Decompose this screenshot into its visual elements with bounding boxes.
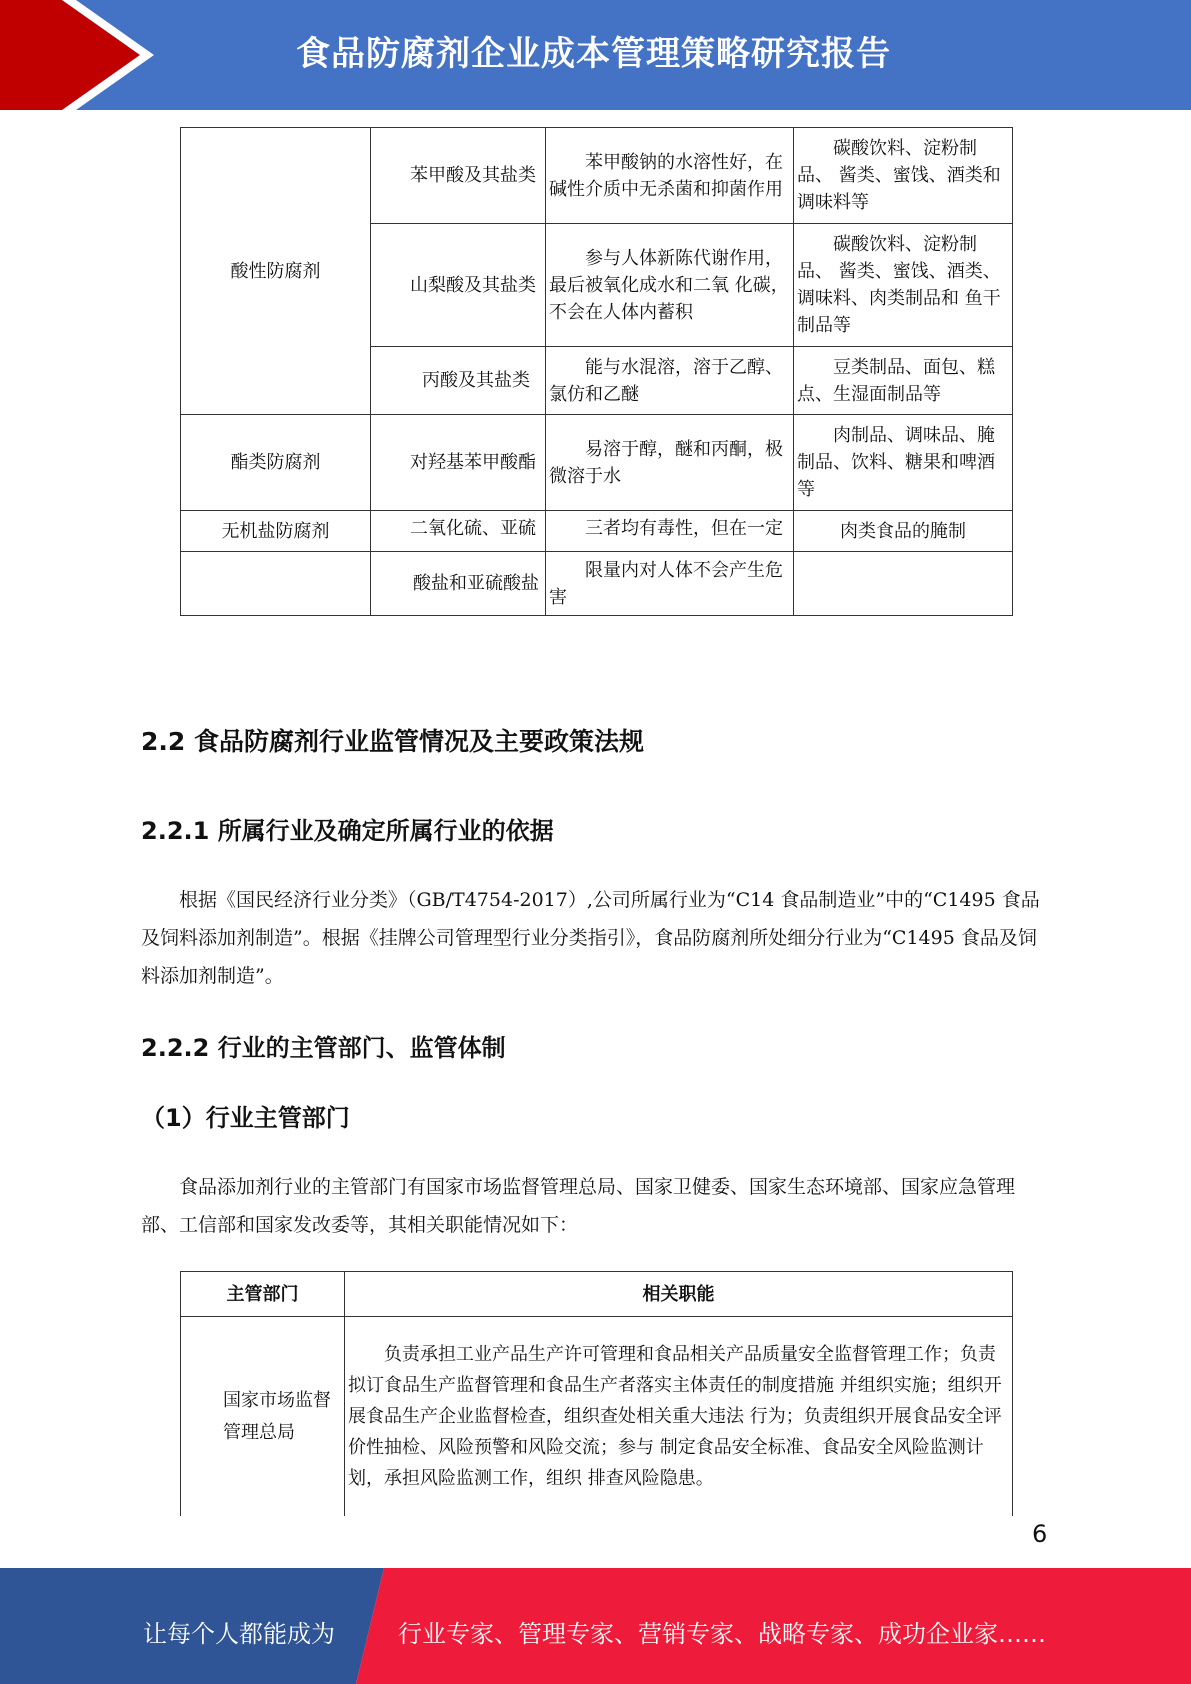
header-dept: 主管部门	[181, 1272, 345, 1317]
table-row	[181, 128, 1013, 224]
table-row	[181, 552, 1013, 616]
property-cell: 能与水混溶，溶于乙醇、氯仿和乙醚	[546, 347, 794, 415]
section-heading-2-2-2: 2.2.2 行业的主管部门、监管体制	[141, 1034, 506, 1062]
header-arrow-decoration	[0, 0, 160, 110]
property-cell: 参与人体新陈代谢作用， 最后被氧化成水和二氧 化碳，不会在人体内蓄积	[546, 224, 794, 347]
name-cell: 山梨酸及其盐类	[371, 224, 546, 347]
usage-cell: 肉制品、调味品、腌 制品、饮料、糖果和啤酒等	[794, 415, 1013, 511]
duty-cell: 负责承担工业产品生产许可管理和食品相关产品质量安全监督管理工作；负责拟订食品生产监督管理和食品生产者落实主体责任的制度措施 并组织实施；组织开展食品生产企业监督检查，组织查处相关重大违法 行为；负责组织开展食品安全评价性抽检、风险预警和风险交流；参与 制定食品安全标准、食品安全风险监测计划，承担风险监测工作，组织 排查风险隐患。	[345, 1317, 1013, 1517]
table-row	[181, 415, 1013, 511]
property-cell: 三者均有毒性，但在一定	[546, 511, 794, 552]
header-banner	[0, 0, 1191, 110]
category-cell: 酯类防腐剂	[181, 415, 371, 511]
property-cell: 易溶于醇，醚和丙酮，极 微溶于水	[546, 415, 794, 511]
name-cell: 二氧化硫、亚硫	[371, 511, 546, 552]
usage-cell: 肉类食品的腌制	[794, 511, 1013, 552]
property-cell: 限量内对人体不会产生危害	[546, 552, 794, 616]
table-row	[181, 511, 1013, 552]
dept-cell: 国家市场监督管理总局	[181, 1317, 345, 1517]
page-number: 6	[1032, 1520, 1048, 1548]
name-cell: 对羟基苯甲酸酯	[371, 415, 546, 511]
authority-paragraph: 食品添加剂行业的主管部门有国家市场监督管理总局、国家卫健委、国家生态环境部、国家应急管理部、工信部和国家发改委等，其相关职能情况如下：	[141, 1176, 1016, 1236]
usage-cell	[794, 552, 1013, 616]
footer-slogan-left: 让每个人都能成为	[143, 1620, 335, 1648]
usage-cell: 豆类制品、面包、糕 点、生湿面制品等	[794, 347, 1013, 415]
section-heading-2-2-1: 2.2.1 所属行业及确定所属行业的依据	[141, 817, 554, 845]
name-cell: 苯甲酸及其盐类	[371, 128, 546, 224]
property-cell: 苯甲酸钠的水溶性好，在 碱性介质中无杀菌和抑菌作用	[546, 128, 794, 224]
header-duty: 相关职能	[345, 1272, 1013, 1317]
page-bottom-margin	[0, 1516, 1191, 1568]
name-cell: 丙酸及其盐类	[371, 347, 546, 415]
report-title: 食品防腐剂企业成本管理策略研究报告	[296, 34, 891, 74]
usage-cell: 碳酸饮料、淀粉制品、 酱类、蜜饯、酒类、 调味料、肉类制品和 鱼干制品等	[794, 224, 1013, 347]
table-header-row	[181, 1272, 1013, 1317]
name-cell: 酸盐和亚硫酸盐	[371, 552, 546, 616]
usage-cell: 碳酸饮料、淀粉制品、 酱类、蜜饯、酒类和 调味料等	[794, 128, 1013, 224]
subsection-heading-1: （1）行业主管部门	[141, 1104, 350, 1132]
table-row	[181, 1317, 1013, 1517]
preservative-table	[180, 127, 1013, 616]
category-cell: 酸性防腐剂	[181, 128, 371, 415]
category-cell	[181, 552, 371, 616]
industry-paragraph: 根据《国民经济行业分类》（GB/T4754-2017）,公司所属行业为“C14 食品制造业”中的“C1495 食品及饲料添加剂制造”。根据《挂牌公司管理型行业分类指引》，食品防腐剂所处细分行业为“C1495 食品及饲料添加剂制造”。	[141, 889, 1040, 987]
footer-slogan-right: 行业专家、管理专家、营销专家、战略专家、成功企业家……	[398, 1620, 1046, 1648]
section-heading-2-2: 2.2 食品防腐剂行业监管情况及主要政策法规	[141, 727, 644, 756]
authority-table	[180, 1271, 1013, 1517]
category-cell: 无机盐防腐剂	[181, 511, 371, 552]
footer-banner	[0, 1568, 1191, 1684]
